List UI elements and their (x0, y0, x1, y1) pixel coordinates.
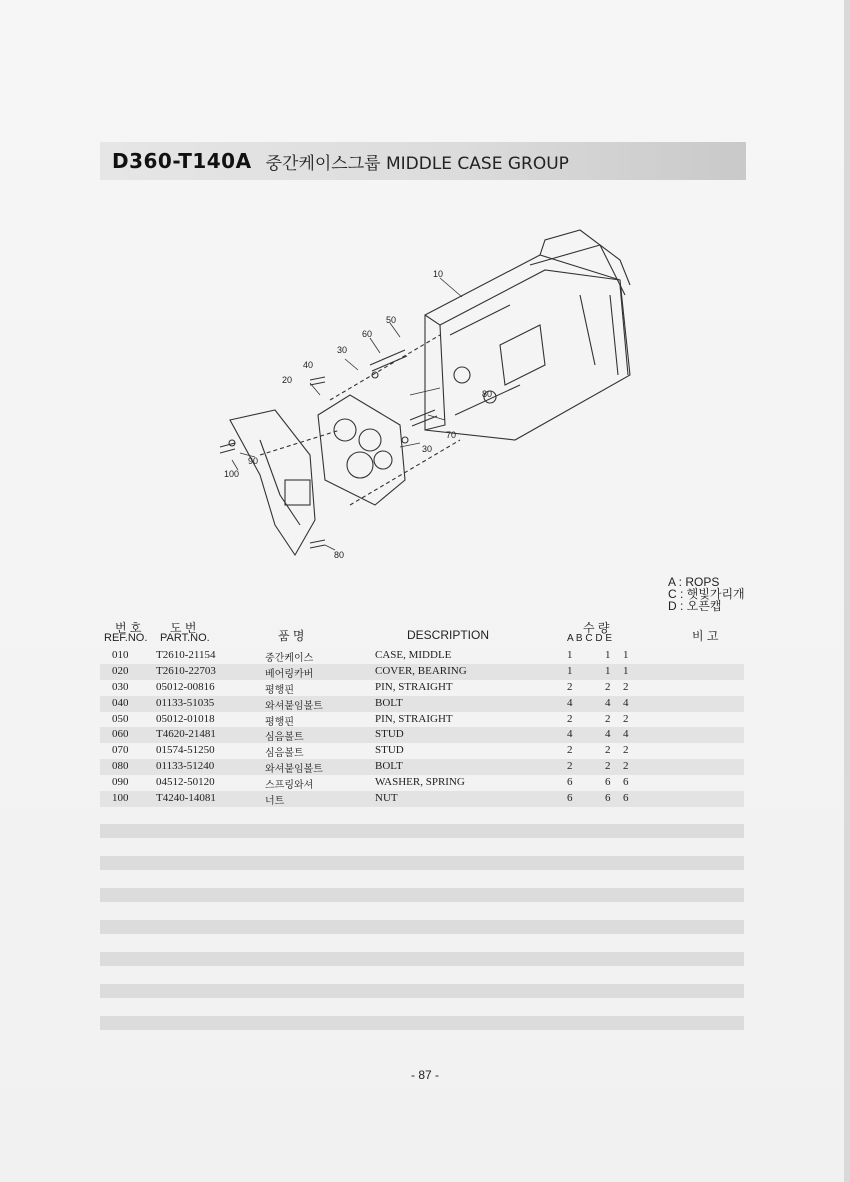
qty-c: 4 (605, 728, 611, 741)
description: STUD (375, 728, 404, 741)
ref-no: 040 (112, 696, 129, 709)
legend (668, 576, 745, 612)
part-name-kor: 베어링카버 (265, 668, 314, 680)
part-no: 04512-50120 (156, 776, 215, 789)
part-no: 01574-51250 (156, 744, 215, 757)
qty-c: 1 (605, 664, 611, 677)
description: COVER, BEARING (375, 664, 467, 677)
legend-item-a: A : ROPS (668, 575, 720, 589)
part-name-kor: 와셔붙임볼트 (265, 700, 323, 712)
callout-10: 10 (433, 269, 444, 279)
qty-c: 6 (605, 792, 611, 805)
qty-d: 4 (623, 728, 629, 741)
part-name-kor: 심음볼트 (265, 748, 304, 760)
exploded-parts-diagram (200, 225, 650, 575)
qty-a: 2 (567, 680, 573, 693)
header-description: DESCRIPTION (407, 628, 490, 642)
header-qty-kor: 수 량 (583, 621, 610, 635)
qty-c: 2 (605, 744, 611, 757)
qty-a: 6 (567, 776, 573, 789)
qty-a: 1 (567, 649, 573, 661)
qty-d: 2 (623, 760, 629, 773)
table-row (100, 775, 744, 791)
part-no: 01133-51240 (156, 760, 215, 773)
callout-90: 90 (248, 456, 259, 466)
table-row (100, 696, 744, 712)
qty-c: 2 (605, 680, 611, 693)
empty-row-stripe (100, 984, 744, 998)
legend-item-c: C : 햇빛가리개 (668, 587, 745, 601)
part-name-kor: 스프링와셔 (265, 780, 314, 792)
part-no: 01133-51035 (156, 696, 215, 709)
qty-c: 4 (605, 696, 611, 709)
empty-row-stripe (100, 856, 744, 870)
empty-row-stripe (100, 888, 744, 902)
qty-a: 4 (567, 728, 573, 741)
ref-no: 070 (112, 744, 129, 757)
ref-no: 100 (112, 792, 129, 805)
empty-row-stripe (100, 920, 744, 934)
description: BOLT (375, 696, 403, 709)
callout-100: 100 (224, 469, 240, 479)
ref-no: 080 (112, 760, 129, 773)
description: NUT (375, 792, 398, 805)
table-row (100, 727, 744, 743)
qty-a: 2 (567, 760, 573, 773)
callout-80-lower: 80 (334, 550, 345, 560)
part-no: T4240-14081 (156, 792, 216, 805)
ref-no: 010 (112, 649, 129, 661)
header-qty-cols: A B C D E (567, 633, 613, 644)
legend-item-d: D : 오픈캡 (668, 599, 722, 613)
ref-no: 090 (112, 776, 129, 789)
callout-80-upper: 80 (482, 389, 493, 399)
header-remark: 비 고 (692, 629, 719, 643)
qty-d: 2 (623, 712, 629, 725)
qty-a: 2 (567, 712, 573, 725)
table-row (100, 680, 744, 696)
qty-a: 1 (567, 664, 573, 677)
callout-50: 50 (386, 315, 397, 325)
part-name-kor: 심음볼트 (265, 732, 304, 744)
header-ref-kor: 번 호 (115, 621, 142, 635)
qty-c: 6 (605, 776, 611, 789)
qty-c: 1 (605, 649, 611, 661)
description: BOLT (375, 760, 403, 773)
callout-70: 70 (446, 430, 457, 440)
qty-d: 4 (623, 696, 629, 709)
qty-a: 4 (567, 696, 573, 709)
callout-30-lower: 30 (422, 444, 433, 454)
qty-d: 1 (623, 664, 629, 677)
page-number: - 87 - (410, 1068, 439, 1082)
qty-a: 6 (567, 792, 573, 805)
qty-d: 2 (623, 680, 629, 693)
table-row (100, 759, 744, 775)
callout-40: 40 (303, 360, 314, 370)
header-part-eng: PART.NO. (160, 632, 210, 644)
qty-c: 2 (605, 760, 611, 773)
callout-20: 20 (282, 375, 293, 385)
part-name-kor: 평행핀 (265, 716, 294, 728)
part-no: T2610-21154 (156, 649, 216, 661)
qty-c: 2 (605, 712, 611, 725)
ref-no: 060 (112, 728, 129, 741)
part-no: 05012-00816 (156, 680, 215, 693)
table-row (100, 664, 744, 680)
qty-d: 2 (623, 744, 629, 757)
part-name-kor: 중간케이스 (265, 653, 314, 664)
callout-60: 60 (362, 329, 373, 339)
ref-no: 050 (112, 712, 129, 725)
qty-a: 2 (567, 744, 573, 757)
header-name-kor: 품 명 (278, 629, 305, 643)
empty-row-stripe (100, 824, 744, 838)
table-row (100, 743, 744, 759)
empty-row-stripe (100, 952, 744, 966)
ref-no: 030 (112, 680, 129, 693)
part-no: T4620-21481 (156, 728, 216, 741)
part-name-kor: 와셔붙임볼트 (265, 764, 323, 776)
part-no: 05012-01018 (156, 712, 215, 725)
ref-no: 020 (112, 664, 129, 677)
callout-30-upper: 30 (337, 345, 348, 355)
header-part-kor: 도 번 (170, 621, 197, 635)
description: PIN, STRAIGHT (375, 712, 453, 725)
part-name-kor: 너트 (265, 796, 285, 808)
group-code: D360-T140A (112, 149, 252, 173)
qty-d: 1 (623, 649, 629, 661)
parts-table (100, 648, 744, 807)
table-row (100, 648, 744, 664)
description: CASE, MIDDLE (375, 649, 452, 661)
header-ref-eng: REF.NO. (104, 632, 148, 644)
title-bar (100, 142, 746, 180)
part-no: T2610-22703 (156, 664, 216, 677)
part-name-kor: 평행핀 (265, 684, 294, 696)
qty-d: 6 (623, 792, 629, 805)
group-name: 중간케이스그룹 MIDDLE CASE GROUP (265, 153, 569, 174)
table-row (100, 791, 744, 807)
description: WASHER, SPRING (375, 776, 465, 789)
empty-row-stripe (100, 1016, 744, 1030)
qty-d: 6 (623, 776, 629, 789)
table-row (100, 712, 744, 728)
description: PIN, STRAIGHT (375, 680, 453, 693)
description: STUD (375, 744, 404, 757)
